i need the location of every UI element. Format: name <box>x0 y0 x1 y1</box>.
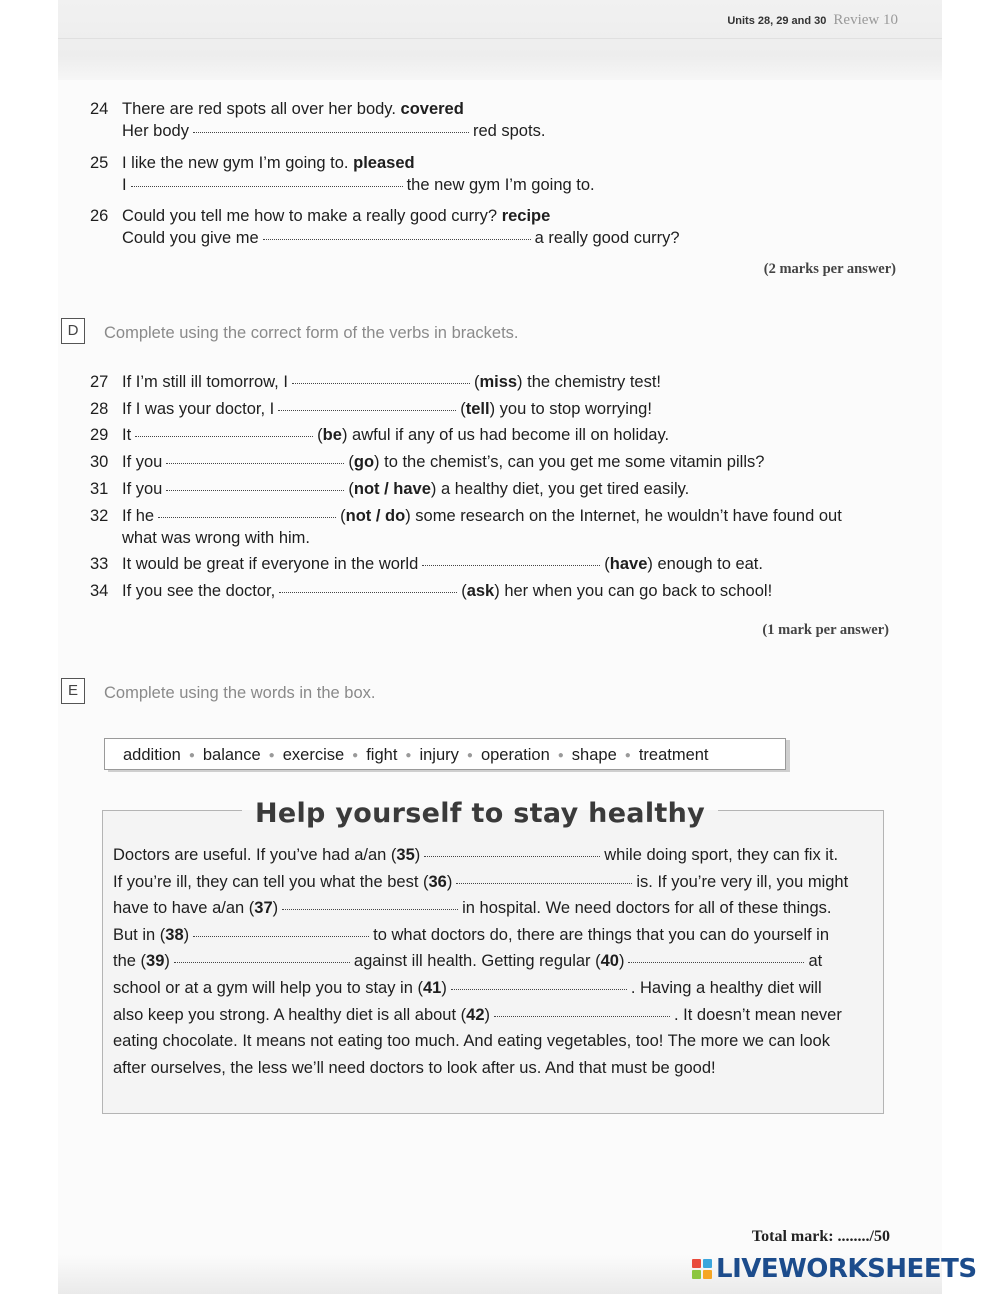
answer-blank-33[interactable] <box>422 564 600 566</box>
story-text-segment: But in ( <box>113 925 166 944</box>
story-text-segment: while doing sport, they can fix it. <box>604 846 839 864</box>
gap-number-42: 42 <box>466 1005 485 1024</box>
gap-number-37: 37 <box>254 899 273 918</box>
story-text-segment: ) <box>183 925 190 944</box>
bullet-separator: ● <box>405 750 412 761</box>
marks-note-c: (2 marks per answer) <box>763 261 896 277</box>
story-text <box>113 842 883 1081</box>
story-text-line: eating chocolate. It means not eating too much. And eating vegetables, too! The more we can look <box>113 1032 830 1051</box>
logo-square <box>703 1259 712 1268</box>
logo-square <box>692 1270 701 1279</box>
question-sentence: Could you tell me how to make a really good curry? <box>122 207 498 225</box>
word-option: treatment <box>638 746 709 764</box>
question-number: 33 <box>90 555 109 573</box>
gap-number-36: 36 <box>428 872 447 891</box>
prompt-end: some research on the Internet, he wouldn’t have found out <box>415 507 842 525</box>
question-31: 31 If you (not / have) a healthy diet, you get tired easily. <box>90 480 690 498</box>
prompt-start: If you <box>122 453 163 471</box>
prompt-end: a really good curry? <box>534 229 680 247</box>
answer-blank-29[interactable] <box>135 435 313 437</box>
word-option: addition <box>123 746 181 764</box>
story-text-segment: If you’re ill, they can tell you what the best ( <box>113 872 429 891</box>
section-e-label: E <box>61 678 85 704</box>
bullet-separator: ● <box>268 750 275 761</box>
question-27: 27 If I’m still ill tomorrow, I (miss) the chemistry test! <box>90 373 662 391</box>
keyword: covered <box>400 100 464 118</box>
question-32: 32 If he (not / do) some research on the Internet, he wouldn’t have found out what was wrong with him. <box>90 507 842 547</box>
verb-hint: have <box>609 555 648 573</box>
answer-blank-31[interactable] <box>166 489 344 491</box>
liveworksheets-logo-icon <box>692 1259 712 1279</box>
answer-blank-37[interactable] <box>282 908 458 910</box>
story-text-segment: ) <box>441 978 447 997</box>
keyword: recipe <box>501 207 551 225</box>
word-option: exercise <box>282 746 345 764</box>
question-number: 27 <box>90 373 109 391</box>
bullet-separator: ● <box>557 750 564 761</box>
verb-hint: not / do <box>345 507 406 525</box>
answer-blank-25[interactable] <box>131 185 403 187</box>
marks-note-d: (1 mark per answer) <box>762 622 889 638</box>
brand-name: LIVEWORKSHEETS <box>716 1254 977 1284</box>
bullet-separator: ● <box>188 750 195 761</box>
prompt-start: Her body <box>122 122 189 140</box>
question-number: 24 <box>90 100 109 118</box>
word-option: fight <box>366 746 398 764</box>
prompt-end: red spots. <box>472 122 546 140</box>
prompt-start: If I’m still ill tomorrow, I <box>122 373 288 391</box>
prompt-end: to the chemist’s, can you get me some vitamin pills? <box>384 453 765 471</box>
verb-hint: go <box>353 453 375 471</box>
answer-blank-26[interactable] <box>263 238 531 240</box>
answer-blank-39[interactable] <box>174 961 350 963</box>
verb-hint: tell <box>465 400 490 418</box>
word-option: injury <box>419 746 459 764</box>
bullet-separator: ● <box>466 750 473 761</box>
story-text-segment: school or at a gym will help you to stay in ( <box>113 978 423 997</box>
story-text-segment: against ill health. Getting regular ( <box>353 952 601 971</box>
story-text-segment: Doctors are useful. If you’ve had a/an ( <box>113 846 397 864</box>
story-text-segment: ) <box>446 872 453 891</box>
section-d-instruction: Complete using the correct form of the verbs in brackets. <box>104 324 519 342</box>
answer-blank-32[interactable] <box>158 516 336 518</box>
keyword: pleased <box>353 154 415 172</box>
gap-number-35: 35 <box>396 846 415 864</box>
story-text-segment: . It doesn’t mean never <box>674 1005 842 1024</box>
story-text-segment: ) <box>484 1005 490 1024</box>
units-label: Units 28, 29 and 30 <box>727 15 827 27</box>
question-25 <box>90 152 595 196</box>
story-text-segment: the ( <box>113 952 147 971</box>
logo-square <box>692 1259 701 1268</box>
answer-blank-30[interactable] <box>166 462 344 464</box>
answer-blank-27[interactable] <box>292 382 470 384</box>
gap-number-41: 41 <box>422 978 442 997</box>
prompt-end: awful if any of us had become ill on holiday. <box>352 426 670 444</box>
prompt-start: I <box>122 176 127 194</box>
prompt-start: It <box>122 426 132 444</box>
liveworksheets-brand[interactable] <box>692 1254 977 1284</box>
question-26 <box>90 205 680 249</box>
gap-number-39: 39 <box>146 952 165 971</box>
story-title: Help yourself to stay healthy <box>254 798 706 829</box>
review-label: Review 10 <box>833 12 898 28</box>
total-mark: Total mark: ......../50 <box>751 1228 890 1245</box>
story-text-segment: also keep you strong. A healthy diet is all about ( <box>113 1005 467 1024</box>
story-text-segment: ) <box>272 899 279 918</box>
story-text-segment: at <box>808 952 823 971</box>
section-d-label: D <box>61 318 85 344</box>
prompt-start: If you see the doctor, <box>122 582 276 600</box>
question-number: 31 <box>90 480 109 498</box>
story-text-segment: is. If you’re very ill, you might <box>636 872 849 891</box>
prompt-end: the new gym I’m going to. <box>406 176 595 194</box>
story-text-segment: ) <box>618 952 625 971</box>
gap-number-38: 38 <box>165 925 184 944</box>
question-33: 33 It would be great if everyone in the world (have) enough to eat. <box>90 555 763 573</box>
logo-square <box>703 1270 712 1279</box>
question-sentence: There are red spots all over her body. <box>122 100 396 118</box>
verb-hint: not / have <box>353 480 431 498</box>
bullet-separator: ● <box>624 750 631 761</box>
question-number: 26 <box>90 207 109 225</box>
question-29: 29 It (be) awful if any of us had become ill on holiday. <box>90 426 670 444</box>
page-header <box>727 12 898 29</box>
bullet-separator: ● <box>352 750 359 761</box>
prompt-end: a healthy diet, you get tired easily. <box>440 480 690 498</box>
verb-hint: be <box>322 426 342 444</box>
story-text-segment: ) <box>414 846 421 864</box>
question-number: 28 <box>90 400 109 418</box>
word-option: operation <box>480 746 550 764</box>
question-number: 32 <box>90 507 109 525</box>
question-number: 30 <box>90 453 109 471</box>
story-text-line: after ourselves, the less we’ll need doctors to look after us. And that must be good! <box>113 1058 716 1077</box>
prompt-continuation: what was wrong with him. <box>122 529 310 547</box>
question-sentence: I like the new gym I’m going to. <box>122 154 349 172</box>
answer-blank-34[interactable] <box>279 591 457 593</box>
verb-hint: miss <box>479 373 518 391</box>
word-option: balance <box>202 746 261 764</box>
question-30: 30 If you (go) to the chemist’s, can you get me some vitamin pills? <box>90 453 765 471</box>
prompt-start: If I was your doctor, I <box>122 400 275 418</box>
header-divider <box>58 38 942 39</box>
prompt-start: Could you give me <box>122 229 259 247</box>
question-number: 34 <box>90 582 109 600</box>
prompt-end: you to stop worrying! <box>499 400 652 418</box>
story-text-segment: in hospital. We need doctors for all of these things. <box>462 899 832 918</box>
answer-blank-38[interactable] <box>193 935 369 937</box>
story-text-segment: have to have a/an ( <box>113 899 255 918</box>
verb-hint: ask <box>466 582 495 600</box>
prompt-end: her when you can go back to school! <box>504 582 773 600</box>
prompt-end: the chemistry test! <box>527 373 662 391</box>
answer-blank-35[interactable] <box>424 855 600 857</box>
prompt-end: enough to eat. <box>657 555 763 573</box>
word-option: shape <box>571 746 617 764</box>
gap-number-40: 40 <box>600 952 619 971</box>
story-text-segment: to what doctors do, there are things that you can do yourself in <box>373 925 829 944</box>
prompt-start: If you <box>122 480 163 498</box>
word-box <box>104 738 786 770</box>
question-28: 28 If I was your doctor, I (tell) you to stop worrying! <box>90 400 652 418</box>
prompt-start: If he <box>122 507 155 525</box>
question-34: 34 If you see the doctor, (ask) her when you can go back to school! <box>90 582 773 600</box>
question-number: 25 <box>90 154 109 172</box>
answer-blank-36[interactable] <box>456 882 632 884</box>
section-e-instruction: Complete using the words in the box. <box>104 684 376 702</box>
story-text-segment: . Having a healthy diet will <box>630 978 822 997</box>
question-24 <box>90 98 545 142</box>
answer-blank-41[interactable] <box>451 988 627 990</box>
prompt-start: It would be great if everyone in the world <box>122 555 419 573</box>
answer-blank-40[interactable] <box>628 961 804 963</box>
story-text-segment: ) <box>164 952 170 971</box>
answer-blank-42[interactable] <box>494 1015 670 1017</box>
answer-blank-24[interactable] <box>193 131 469 133</box>
question-number: 29 <box>90 426 109 444</box>
answer-blank-28[interactable] <box>278 409 456 411</box>
